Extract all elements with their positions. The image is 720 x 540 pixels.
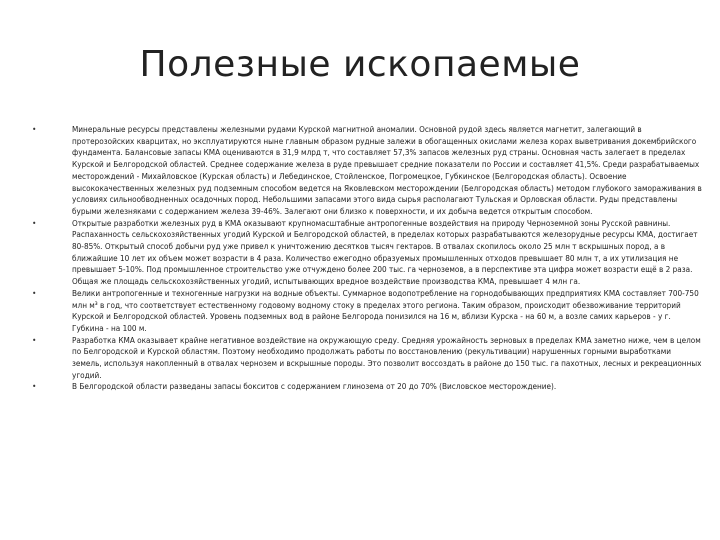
bullet-dot-icon: • [32, 125, 37, 134]
bullet-text: Разработка КМА оказывает крайне негативное воздействие на окружающую среду. Средняя урожайность зерновых в пределах КМА заметно ниже, чем в целом по Белгородской и Курской областям. Поэтому необходимо продолжать работы по восстановлению (рекультивации) нарушенных горными выработками земель, используя накопленный в отвалах чернозем и вскрышные породы. Это позволит воссоздать в районе до 150 тыс. га пахотных, лесных и рекреационных угодий. [72, 334, 702, 380]
bullet-text: Велики антропогенные и техногенные нагрузки на водные объекты. Суммарное водопотребление на горнодобывающих предприятиях КМА составляет 700-750 млн м³ в год, что соответствует естественному годовому водному стоку в пределах этого региона. Таким образом, происходит обезвоживание территорий Курской и Белгородской областей. Уровень подземных вод в районе Белгорода понизился на 16 м, вблизи Курска - на 60 м, а возле самих карьеров - у г. Губкина - на 100 м. [72, 287, 699, 333]
bullet-item-open-pit-mining [30, 218, 702, 288]
slide-title: Полезные ископаемые [139, 44, 581, 85]
bullet-text: В Белгородской области разведаны запасы бокситов с содержанием глинозема от 20 до 70% (Висловское месторождение). [72, 381, 557, 392]
bullet-text: Минеральные ресурсы представлены железными рудами Курской магнитной аномалии. Основной рудой здесь является магнетит, залегающий в протерозойских кварцитах, но эксплуатируются ныне главным образом рудные залежи в обогащенных окислами железа корах выветривания докембрийского фундамента. Балансовые запасы КМА оцениваются в 31,9 млрд т, что составляет 57,3% запасов железных руд страны. Основная часть залегает в пределах Курской и Белгородской областей. Среднее содержание железа в руде превышает средние показатели по России и составляет 41,5%. Среди разрабатываемых месторождений - Михайловское (Курская область) и Лебединское, Стойленское, Погромецкое, Губкинское (Белгородская область). Освоение высококачественных железных руд подземным способом ведется на Яковлевском месторождении (Белгородская область) методом глубокого замораживания в условиях сильнообводненных осадочных пород. Небольшими запасами этого вида сырья располагают Тульская и Орловская области. Руды представлены бурыми железняками с содержанием железа 39-46%. Залегают они близко к поверхности, и их добыча ведется открытым способом. [72, 124, 702, 216]
bullet-item-environmental-impact [30, 335, 702, 382]
bullet-list [30, 124, 702, 393]
bullet-dot-icon: • [32, 382, 37, 392]
bullet-dot-icon: • [32, 218, 37, 228]
bullet-item-bauxite [30, 381, 702, 393]
bullet-dot-icon: • [32, 335, 37, 345]
bullet-dot-icon: • [32, 288, 37, 298]
bullet-item-mineral-resources [30, 124, 702, 218]
bullet-item-water-loads [30, 288, 702, 335]
bullet-text: Открытые разработки железных руд в КМА оказывают крупномасштабные антропогенные воздействия на природу Черноземной зоны Русской равнины. Распаханность сельскохозяйственных угодий Курской и Белгородской областей, в пределах которых разрабатываются железорудные ресурсы КМА, достигает 80-85%. Открытый способ добычи руд уже привел к уничтожению десятков тысяч гектаров. В отвалах скопилось около 25 млн т вскрышных пород, а в ближайшие 10 лет их объем может возрасти в 4 раза. Количество ежегодно образуемых промышленных отходов превышает 80 млн т, а их утилизация не превышает 5-10%. Под промышленное строительство уже отчуждено более 200 тыс. га черноземов, а в перспективе эта цифра может возрасти ещё в 2 раза. Общая же площадь сельскохозяйственных угодий, испытывающих вредное воздействие производства КМА, превышает 4 млн га. [72, 217, 698, 287]
